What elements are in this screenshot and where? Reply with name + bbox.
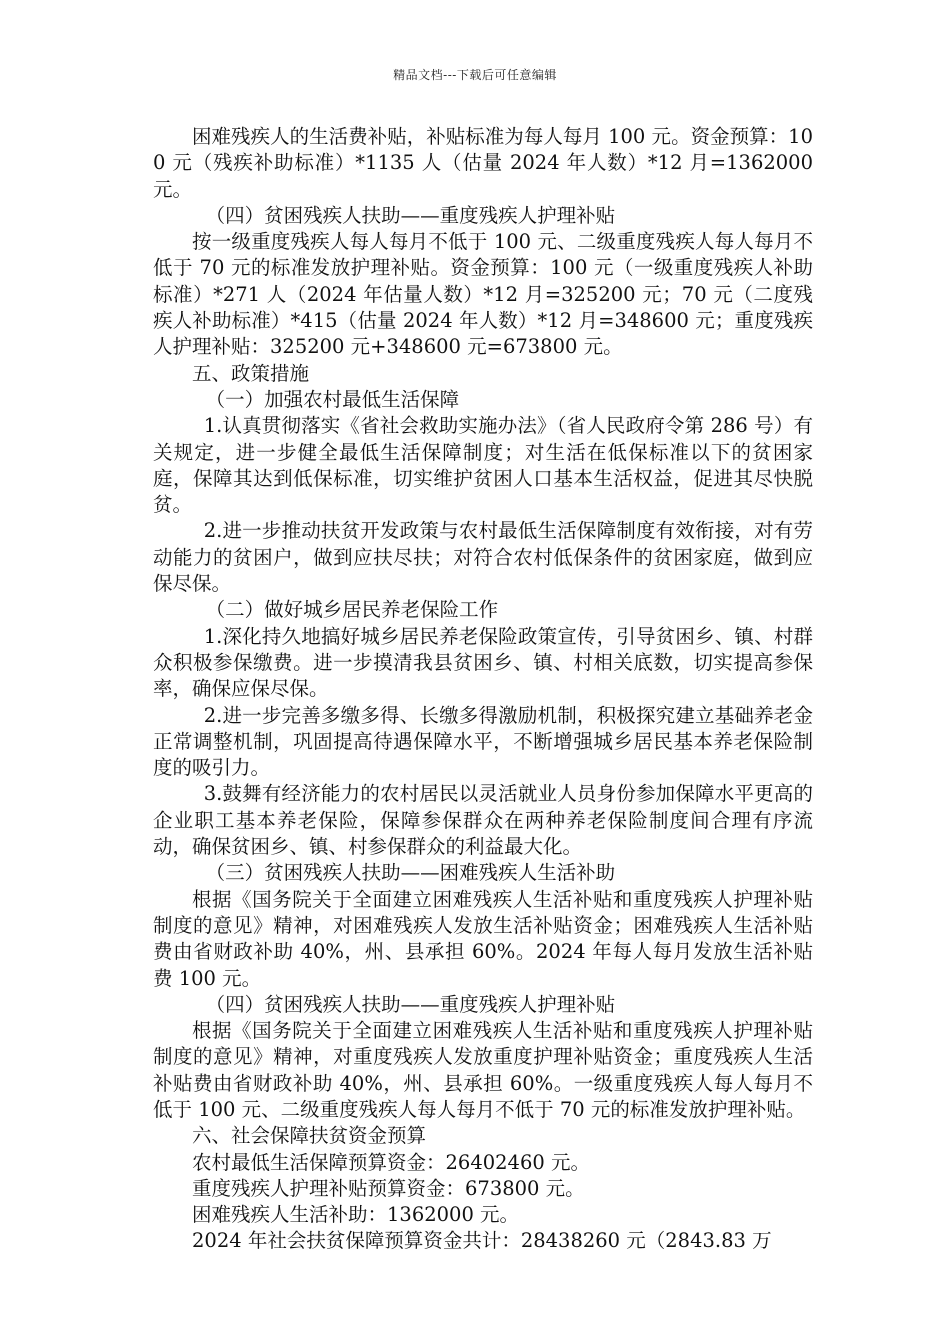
paragraph-measure-2-1: 1.深化持久地搞好城乡居民养老保险政策宣传，引导贫困乡、镇、村群众积极参保缴费。进一步摸清我县贫困乡、镇、村相关底数，切实提高参保率，确保应保尽保。 [153,624,813,701]
section-heading-policy-measures: 五、政策措施 [192,361,310,385]
budget-line-total: 2024 年社会扶贫保障预算资金共计：28438260 元（2843.83 万 [192,1229,772,1253]
document-body [153,124,813,1255]
page-header: 精品文档---下载后可任意编辑 [393,68,557,82]
paragraph-care-subsidy-budget: 按一级重度残疾人每人每月不低于 100 元、二级重度残疾人每人每月不低于 70 元的标准发放护理补贴。资金预算：100 元（一级重度残疾人补助标准）*271 人（2024 年估量人数）*12 月=325200 元；70 元（二度残疾人补助标准）*415（估量 2024 年人数）*12 月=348600 元；重度残疾人护理补贴：325200 元+348600 元=673800 元。 [153,230,813,359]
paragraph-measure-2-3: 3.鼓舞有经济能力的农村居民以灵活就业人员身份参加保障水平更高的企业职工基本养老保险，保障参保群众在两种养老保险制度间合理有序流动，确保贫困乡、镇、村参保群众的利益最大化。 [153,782,813,859]
subheading-rural-minimum-living: （一）加强农村最低生活保障 [205,387,460,411]
section-heading-budget: 六、社会保障扶贫资金预算 [192,1124,427,1148]
budget-line-care-subsidy: 重度残疾人护理补贴预算资金：673800 元。 [192,1176,585,1200]
paragraph-care-subsidy-policy: 根据《国务院关于全面建立困难残疾人生活补贴和重度残疾人护理补贴制度的意见》精神，对重度残疾人发放重度护理补贴资金；重度残疾人生活补贴费由省财政补助 40%，州、县承担 60%。一级重度残疾人每人每月不低于 100 元、二级重度残疾人每人每月不低于 70 元的标准发放护理补贴。 [153,1019,813,1121]
paragraph-disability-living-subsidy-budget: 困难残疾人的生活费补贴，补贴标准为每人每月 100 元。资金预算：100 元（残疾补助标准）*1135 人（估量 2024 年人数）*12 月=1362000 元。 [153,125,813,201]
budget-line-living-aid: 困难残疾人生活补助：1362000 元。 [192,1203,520,1227]
subheading-severe-disability-care-subsidy-2: （四）贫困残疾人扶助——重度残疾人护理补贴 [205,992,616,1016]
paragraph-measure-1-2: 2.进一步推动扶贫开发政策与农村最低生活保障制度有效衔接，对有劳动能力的贫困户，做到应扶尽扶；对符合农村低保条件的贫困家庭，做到应保尽保。 [153,519,813,596]
paragraph-measure-1-1: 1.认真贯彻落实《省社会救助实施办法》（省人民政府令第 286 号）有关规定，进一步健全最低生活保障制度；对生活在低保标准以下的贫困家庭，保障其达到低保标准，切实维护贫困人口基本生活权益，促进其尽快脱贫。 [153,414,813,517]
paragraph-measure-2-2: 2.进一步完善多缴多得、长缴多得激励机制，积极探究建立基础养老金正常调整机制，巩固提高待遇保障水平，不断增强城乡居民基本养老保险制度的吸引力。 [153,703,813,780]
paragraph-living-aid-policy: 根据《国务院关于全面建立困难残疾人生活补贴和重度残疾人护理补贴制度的意见》精神，对困难残疾人发放生活补贴资金；困难残疾人生活补贴费由省财政补助 40%，州、县承担 60%。2024 年每人每月发放生活补贴费 100 元。 [153,887,813,990]
budget-line-rural-minimum: 农村最低生活保障预算资金：26402460 元。 [192,1150,590,1174]
subheading-pension-insurance: （二）做好城乡居民养老保险工作 [205,598,499,622]
subheading-disability-living-aid: （三）贫困残疾人扶助——困难残疾人生活补助 [205,861,616,885]
subheading-severe-disability-care-subsidy: （四）贫困残疾人扶助——重度残疾人护理补贴 [205,203,616,227]
